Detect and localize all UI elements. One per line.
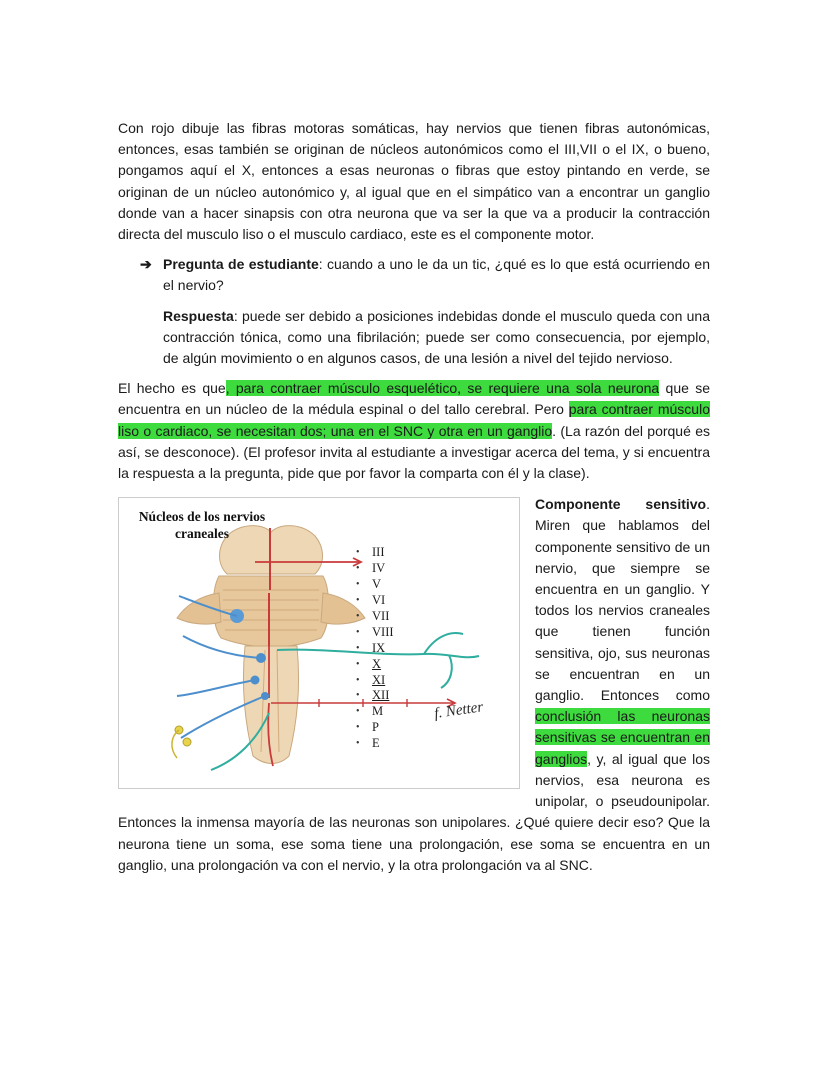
student-question-block (140, 254, 710, 296)
nerve-list-item (356, 625, 394, 641)
nerve-list-item (356, 609, 394, 625)
nerve-list-item (356, 561, 394, 577)
text-run: : cuando a uno le da un tic, ¿qué es lo que está ocurriendo en el nervio? (163, 256, 710, 294)
student-question-text (163, 254, 710, 296)
bullet-icon: • (356, 610, 360, 622)
nerve-label: VII (372, 608, 390, 623)
text-run: : puede ser debido a posiciones indebidas donde el musculo queda con una contracción tónica, como una fibrilación; puede ser como consecuencia, por ejemplo, de algún movimiento o en algunos casos, de una lesión a nivel del tejido nervioso. (163, 307, 710, 367)
nerve-list-item (356, 704, 394, 720)
highlighted-text: para contraer músculo liso o cardiaco, se necesitan dos; una en el SNC y otra en un ganglio (118, 401, 710, 439)
answer-paragraph (163, 306, 710, 370)
figure-and-text-section (118, 494, 710, 876)
text-run: . Miren que hablamos del componente sensitivo de un nervio, que siempre se encuentra en un ganglio. Y todos los nervios craneales que tienen función sensitiva, ojo, sus neuronas se encuentran en un ganglio. Entonces como (535, 496, 710, 704)
nerve-list-item (356, 736, 394, 752)
nerve-label: III (372, 545, 385, 560)
bullet-icon: • (356, 690, 360, 702)
nerve-label: XII (372, 688, 390, 703)
bullet-icon: • (356, 658, 360, 670)
nerve-label: XI (372, 672, 386, 687)
bullet-icon: • (356, 563, 360, 575)
nerve-list-item (356, 673, 394, 689)
nerve-label: P (372, 720, 379, 735)
bullet-icon: • (356, 642, 360, 654)
nerve-list-item (356, 577, 394, 593)
bullet-icon: • (356, 706, 360, 718)
cranial-nerve-list (356, 545, 394, 752)
nerve-list-item (356, 593, 394, 609)
nerve-list-item (356, 720, 394, 736)
bullet-icon: • (356, 547, 360, 559)
page-content (118, 118, 710, 876)
bullet-icon: • (356, 594, 360, 606)
highlighted-text: conclusión las neuronas sensitivas se encuentran en ganglios (535, 708, 710, 767)
fact-paragraph (118, 378, 710, 484)
text-run: que se encuentra en un núcleo de la médula espinal o del tallo cerebral. Pero (118, 380, 710, 418)
cranial-nerves-figure (118, 497, 520, 789)
bullet-icon: • (356, 626, 360, 638)
medulla-shape (243, 646, 298, 764)
nerve-label: M (372, 704, 384, 719)
text-run: , y, al igual que los nervios, esa neurona es unipolar, o pseudounipolar. Entonces la inmensa mayoría de las neuronas son unipolares. ¿Qué quiere decir eso? Que la neurona tiene un soma, ese soma tiene una prolongación, ese soma se encuentra en un ganglio, una prolongación va con el nervio, y la otra prolongación va al SNC. (118, 750, 710, 873)
nerve-list-item (356, 688, 394, 704)
bullet-icon: • (356, 738, 360, 750)
nerve-label: IX (372, 640, 386, 655)
text-run: . (La razón del porqué es así, se desconoce). (El profesor invita al estudiante a investigar acerca del tema, y si encuentra la respuesta a la pregunta, pide que por favor la comparta con él y la clase). (118, 422, 710, 482)
highlighted-text: , para contraer músculo esquelético, se requiere una sola neurona (225, 380, 660, 397)
bullet-icon: • (356, 722, 360, 734)
nerve-label: X (372, 656, 382, 671)
nerve-label: VI (372, 592, 386, 607)
nerve-label: IV (372, 561, 386, 576)
text-run: Componente sensitivo (535, 496, 707, 513)
nerve-label: V (372, 577, 382, 592)
paragraph-intro (118, 118, 710, 245)
nerve-list-item (356, 545, 394, 561)
nerve-list-item (356, 641, 394, 657)
bullet-icon: • (356, 674, 360, 686)
bullet-icon: • (356, 579, 360, 591)
text-run: Respuesta (163, 307, 234, 324)
nerve-label: VIII (372, 624, 394, 639)
nerve-list-item (356, 657, 394, 673)
text-run: Pregunta de estudiante (163, 256, 319, 273)
text-run: El hecho es que (118, 380, 226, 397)
nerve-label: E (372, 736, 380, 751)
figure-caption: Núcleos de los nervios craneales (138, 509, 266, 542)
netter-signature: f. Netter (433, 699, 485, 723)
yellow-ganglion (172, 726, 191, 758)
arrow-bullet-icon: ➔ (140, 256, 152, 273)
text-run: Con rojo dibuje las fibras motoras somáticas, hay nervios que tienen fibras autonómicas, entonces, esas también se originan de núcleos autonómicos como el III,VII o el IX, o bueno, pongamos aquí el X, entonces a esas neuronas o fibras que estoy pintando en verde, se originan de un núcleo autonómico y, al igual que en el simpático van a encontrar un ganglio donde van a hacer sinapsis con otra neurona que va ser la que va a producir la contracción directa del musculo liso o el musculo cardiaco, este es el componente motor. (118, 120, 710, 243)
